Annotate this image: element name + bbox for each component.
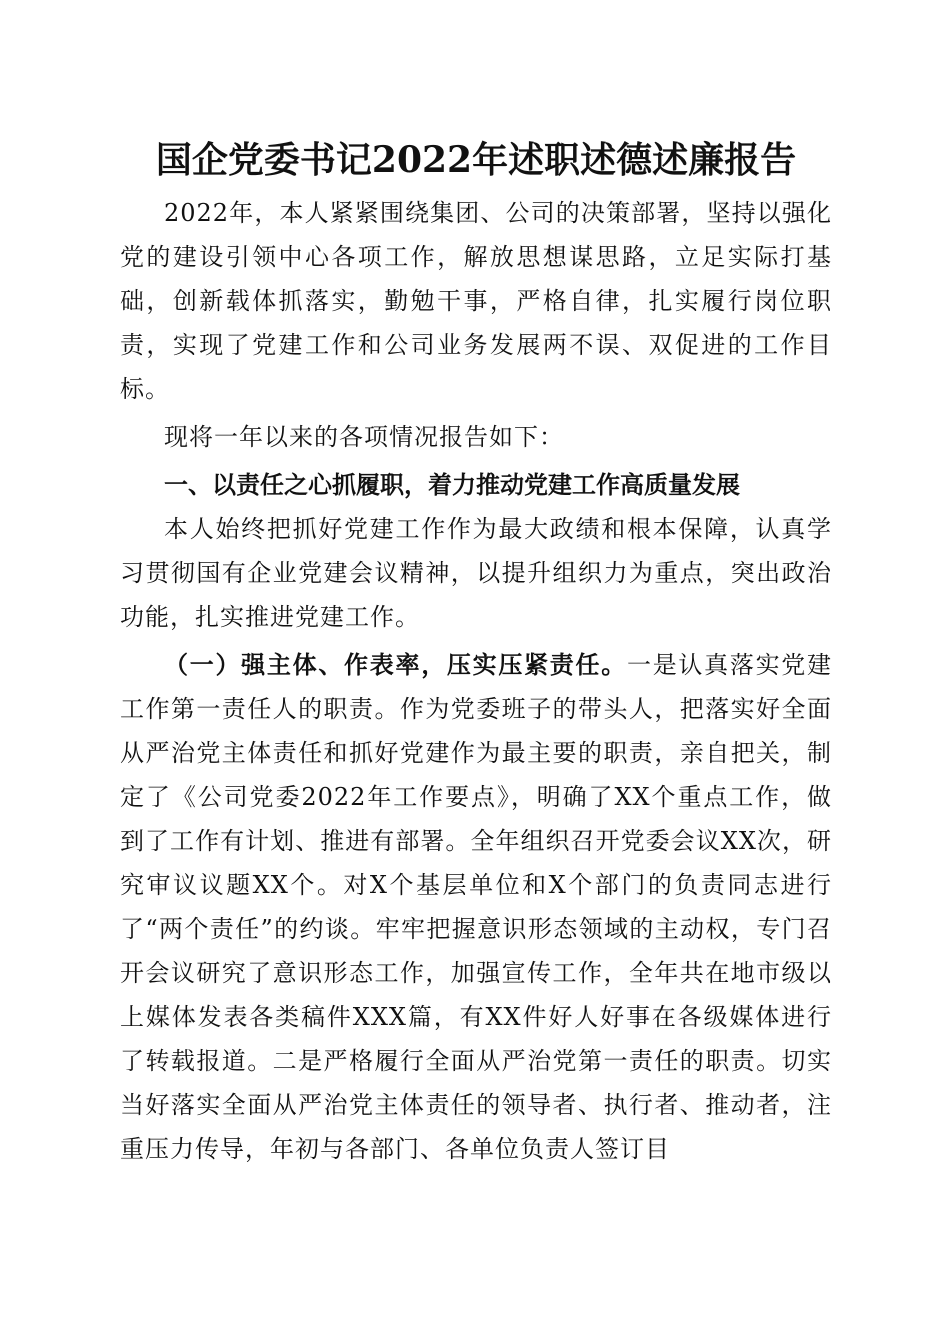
- section-1-body: 本人始终把抓好党建工作作为最大政绩和根本保障，认真学习贯彻国有企业党建会议精神，以提升组织力为重点，突出政治功能，扎实推进党建工作。: [120, 515, 832, 631]
- section-1-heading: 一、以责任之心抓履职，着力推动党建工作高质量发展: [164, 471, 740, 499]
- intro-paragraph: 2022年，本人紧紧围绕集团、公司的决策部署，坚持以强化党的建设引领中心各项工作，解放思想谋思路，立足实际打基础，创新载体抓落实，勤勉干事，严格自律，扎实履行岗位职责，实现了党建工作和公司业务发展两不误、双促进的工作目标。: [120, 199, 832, 403]
- transition-paragraph: 现将一年以来的各项情况报告如下：: [164, 423, 564, 451]
- document-title: 国企党委书记2022年述职述德述廉报告: [155, 139, 797, 181]
- subsection-1-body: 一是认真落实党建工作第一责任人的职责。作为党委班子的带头人，把落实好全面从严治党主体责任和抓好党建作为最主要的职责，亲自把关，制定了《公司党委2022年工作要点》，明确了XX个重点工作，做到了工作有计划、推进有部署。全年组织召开党委会议XX次，研究审议议题XX个。对X个基层单位和X个部门的负责同志进行了“两个责任”的约谈。牢牢把握意识形态领域的主动权，专门召开会议研究了意识形态工作，加强宣传工作，全年共在地市级以上媒体发表各类稿件XXX篇，有XX件好人好事在各级媒体进行了转载报道。二是严格履行全面从严治党第一责任的职责。切实当好落实全面从严治党主体责任的领导者、执行者、推动者，注重压力传导，年初与各部门、各单位负责人签订目: [120, 651, 833, 1163]
- subsection-1-paragraph: [120, 643, 832, 1171]
- document-page: [120, 132, 832, 1171]
- subsection-1-lead: （一）强主体、作表率，压实压紧责任。: [164, 650, 627, 679]
